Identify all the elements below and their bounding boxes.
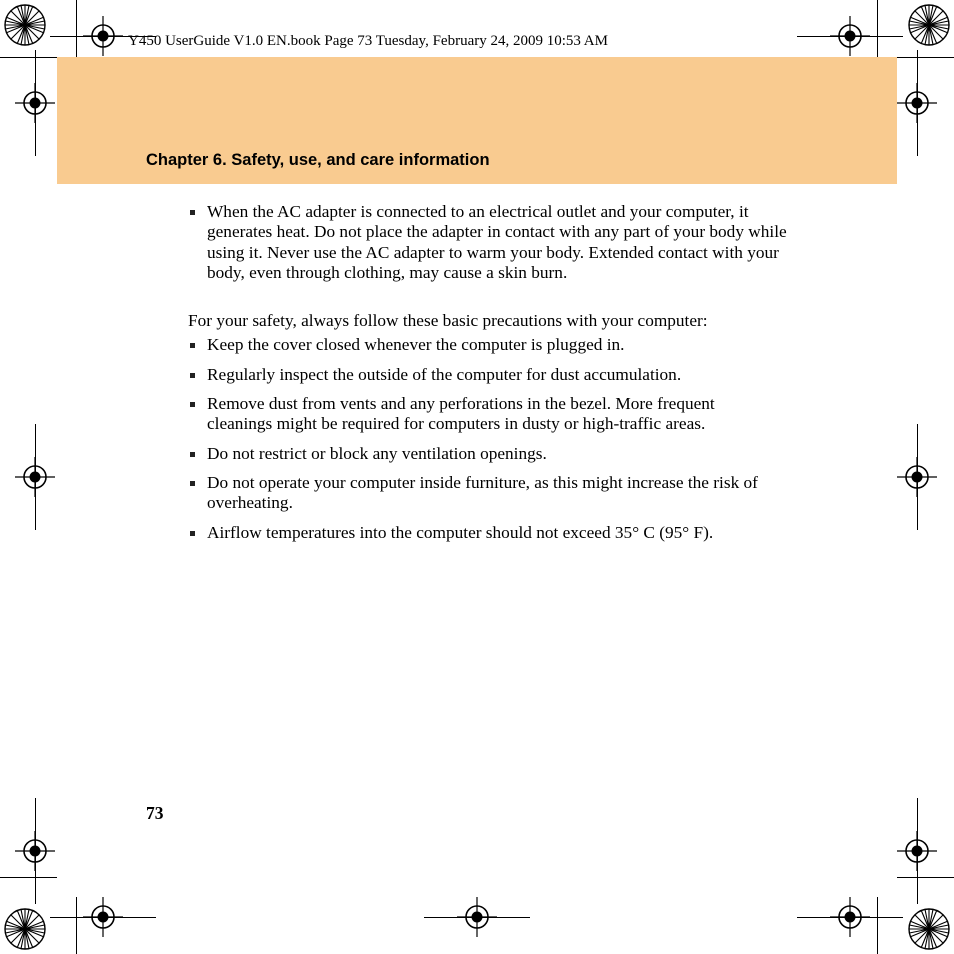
precautions-intro: For your safety, always follow these basic precautions with your computer: xyxy=(188,311,708,331)
star-target-icon xyxy=(907,3,951,47)
crop-line xyxy=(76,0,77,57)
registration-mark-icon xyxy=(457,897,497,937)
registration-mark-icon xyxy=(15,457,55,497)
list-item: When the AC adapter is connected to an electrical outlet and your computer, it generates heat. Do not place the adapter in contact with any part of your body while using it. Never use the AC adapter to warm your body. Extended contact with your body, even through clothing, may cause a skin burn. xyxy=(188,202,799,283)
list-item: Do not restrict or block any ventilation openings. xyxy=(188,444,798,464)
chapter-title: Chapter 6. Safety, use, and care information xyxy=(146,151,490,169)
registration-mark-icon xyxy=(897,83,937,123)
crop-line xyxy=(76,897,77,954)
star-target-icon xyxy=(3,3,47,47)
list-item: Regularly inspect the outside of the computer for dust accumulation. xyxy=(188,365,798,385)
registration-mark-icon xyxy=(830,16,870,56)
crop-line xyxy=(877,897,878,954)
list-item: Do not operate your computer inside furniture, as this might increase the risk of overheating. xyxy=(188,473,798,514)
crop-line xyxy=(897,877,954,878)
crop-line xyxy=(0,57,57,58)
list-item: Remove dust from vents and any perforations in the bezel. More frequent cleanings might be required for computers in dusty or high-traffic areas. xyxy=(188,394,779,435)
registration-mark-icon xyxy=(830,897,870,937)
crop-line xyxy=(897,57,954,58)
registration-mark-icon xyxy=(83,16,123,56)
star-target-icon xyxy=(3,907,47,951)
star-target-icon xyxy=(907,907,951,951)
registration-mark-icon xyxy=(15,831,55,871)
registration-mark-icon xyxy=(897,457,937,497)
page-number: 73 xyxy=(146,803,164,823)
page-content xyxy=(188,202,798,543)
crop-line xyxy=(0,877,57,878)
list-item: Airflow temperatures into the computer should not exceed 35° C (95° F). xyxy=(188,523,798,543)
registration-mark-icon xyxy=(15,83,55,123)
slug-line: Y450 UserGuide V1.0 EN.book Page 73 Tuesday, February 24, 2009 10:53 AM xyxy=(128,33,608,49)
crop-line xyxy=(877,0,878,57)
registration-mark-icon xyxy=(83,897,123,937)
registration-mark-icon xyxy=(897,831,937,871)
list-item: Keep the cover closed whenever the computer is plugged in. xyxy=(188,335,798,355)
